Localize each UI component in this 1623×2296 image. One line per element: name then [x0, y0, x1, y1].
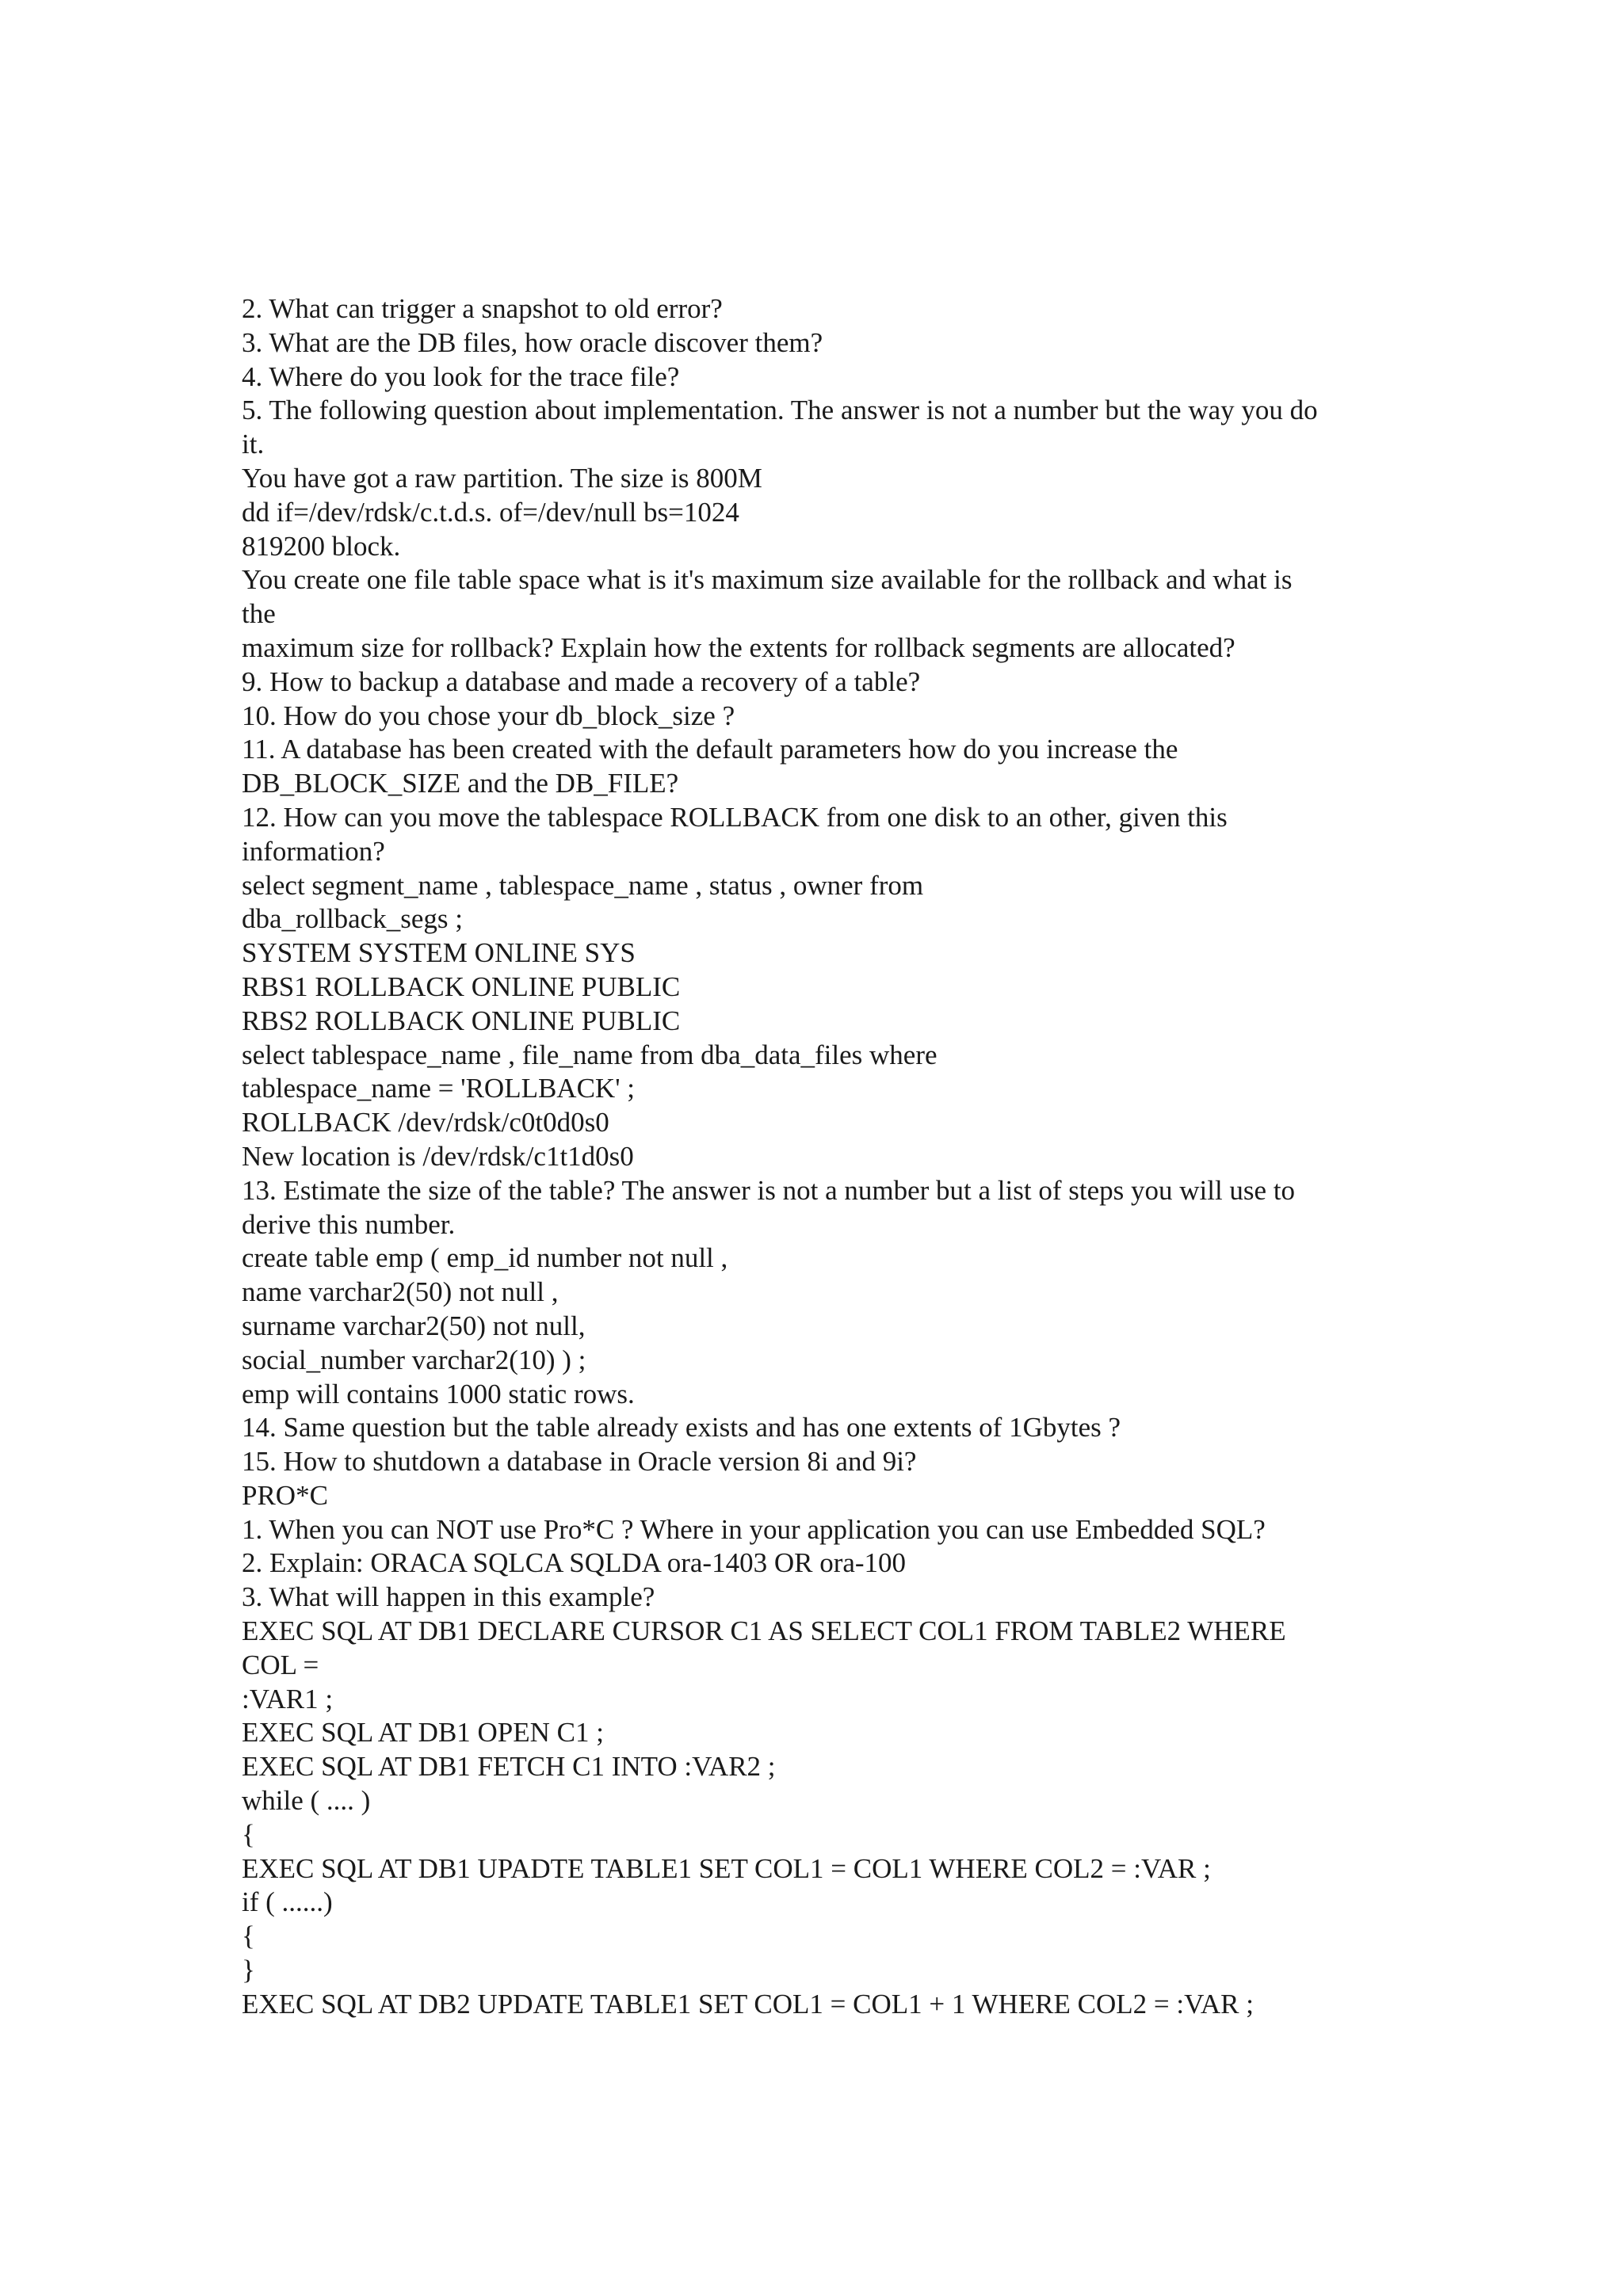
- text-line: while ( .... ): [242, 1785, 371, 1817]
- text-line: EXEC SQL AT DB1 UPADTE TABLE1 SET COL1 = COL1 WHERE COL2 = :VAR ;: [242, 1852, 1211, 1884]
- text-line: 14. Same question but the table already exists and has one extents of 1Gbytes ?: [242, 1412, 1121, 1444]
- text-line: EXEC SQL AT DB1 OPEN C1 ;: [242, 1717, 604, 1749]
- text-line: RBS2 ROLLBACK ONLINE PUBLIC: [242, 1005, 681, 1036]
- text-line: You create one file table space what is it's maximum size available for the rollback and what is: [242, 564, 1293, 596]
- text-line: ROLLBACK /dev/rdsk/c0t0d0s0: [242, 1107, 609, 1138]
- text-line: dba_rollback_segs ;: [242, 903, 463, 935]
- text-line: maximum size for rollback? Explain how the extents for rollback segments are allocated?: [242, 631, 1235, 663]
- text-line: 10. How do you chose your db_block_size ?: [242, 700, 735, 731]
- text-line: the: [242, 598, 276, 630]
- text-line: 15. How to shutdown a database in Oracle version 8i and 9i?: [242, 1446, 917, 1478]
- text-line: select tablespace_name , file_name from dba_data_files where: [242, 1039, 938, 1070]
- text-line: {: [242, 1920, 255, 1952]
- text-line: emp will contains 1000 static rows.: [242, 1378, 635, 1409]
- text-line: RBS1 ROLLBACK ONLINE PUBLIC: [242, 971, 681, 1002]
- text-line: if ( ......): [242, 1886, 333, 1918]
- text-line: 5. The following question about implementation. The answer is not a number but the way you do: [242, 395, 1318, 426]
- text-line: }: [242, 1955, 255, 1986]
- text-line: PRO*C: [242, 1479, 328, 1511]
- text-line: name varchar2(50) not null ,: [242, 1276, 559, 1308]
- text-line: {: [242, 1818, 255, 1850]
- text-line: 819200 block.: [242, 530, 401, 562]
- text-line: 12. How can you move the tablespace ROLLBACK from one disk to an other, given this: [242, 801, 1228, 833]
- document-body: [242, 292, 1399, 2022]
- text-line: create table emp ( emp_id number not null ,: [242, 1242, 728, 1274]
- text-line: EXEC SQL AT DB2 UPDATE TABLE1 SET COL1 = COL1 + 1 WHERE COL2 = :VAR ;: [242, 1988, 1254, 2019]
- text-line: select segment_name , tablespace_name , status , owner from: [242, 869, 924, 901]
- text-line: 3. What will happen in this example?: [242, 1581, 655, 1613]
- text-line: 2. Explain: ORACA SQLCA SQLDA ora-1403 OR ora-100: [242, 1547, 907, 1579]
- text-line: :VAR1 ;: [242, 1683, 334, 1714]
- text-line: 13. Estimate the size of the table? The answer is not a number but a list of steps you will use to: [242, 1174, 1296, 1206]
- text-line: 1. When you can NOT use Pro*C ? Where in your application you can use Embedded SQL?: [242, 1513, 1266, 1545]
- text-line: 4. Where do you look for the trace file?: [242, 360, 680, 392]
- text-line: dd if=/dev/rdsk/c.t.d.s. of=/dev/null bs=1024: [242, 496, 739, 528]
- text-line: 9. How to backup a database and made a recovery of a table?: [242, 666, 921, 697]
- text-line: COL =: [242, 1649, 319, 1680]
- text-line: SYSTEM SYSTEM ONLINE SYS: [242, 937, 636, 969]
- text-line: 2. What can trigger a snapshot to old error?: [242, 293, 723, 324]
- text-line: New location is /dev/rdsk/c1t1d0s0: [242, 1140, 634, 1172]
- text-line: 11. A database has been created with the default parameters how do you increase the: [242, 734, 1178, 765]
- text-line: information?: [242, 835, 385, 867]
- text-line: derive this number.: [242, 1208, 456, 1240]
- text-line: EXEC SQL AT DB1 FETCH C1 INTO :VAR2 ;: [242, 1751, 776, 1783]
- text-line: You have got a raw partition. The size is 800M: [242, 462, 762, 494]
- text-line: 3. What are the DB files, how oracle discover them?: [242, 326, 823, 358]
- text-line: it.: [242, 429, 265, 460]
- text-line: surname varchar2(50) not null,: [242, 1310, 586, 1341]
- text-line: EXEC SQL AT DB1 DECLARE CURSOR C1 AS SELECT COL1 FROM TABLE2 WHERE: [242, 1615, 1286, 1647]
- text-line: social_number varchar2(10) ) ;: [242, 1344, 586, 1375]
- text-line: DB_BLOCK_SIZE and the DB_FILE?: [242, 768, 679, 799]
- text-line: tablespace_name = 'ROLLBACK' ;: [242, 1073, 635, 1104]
